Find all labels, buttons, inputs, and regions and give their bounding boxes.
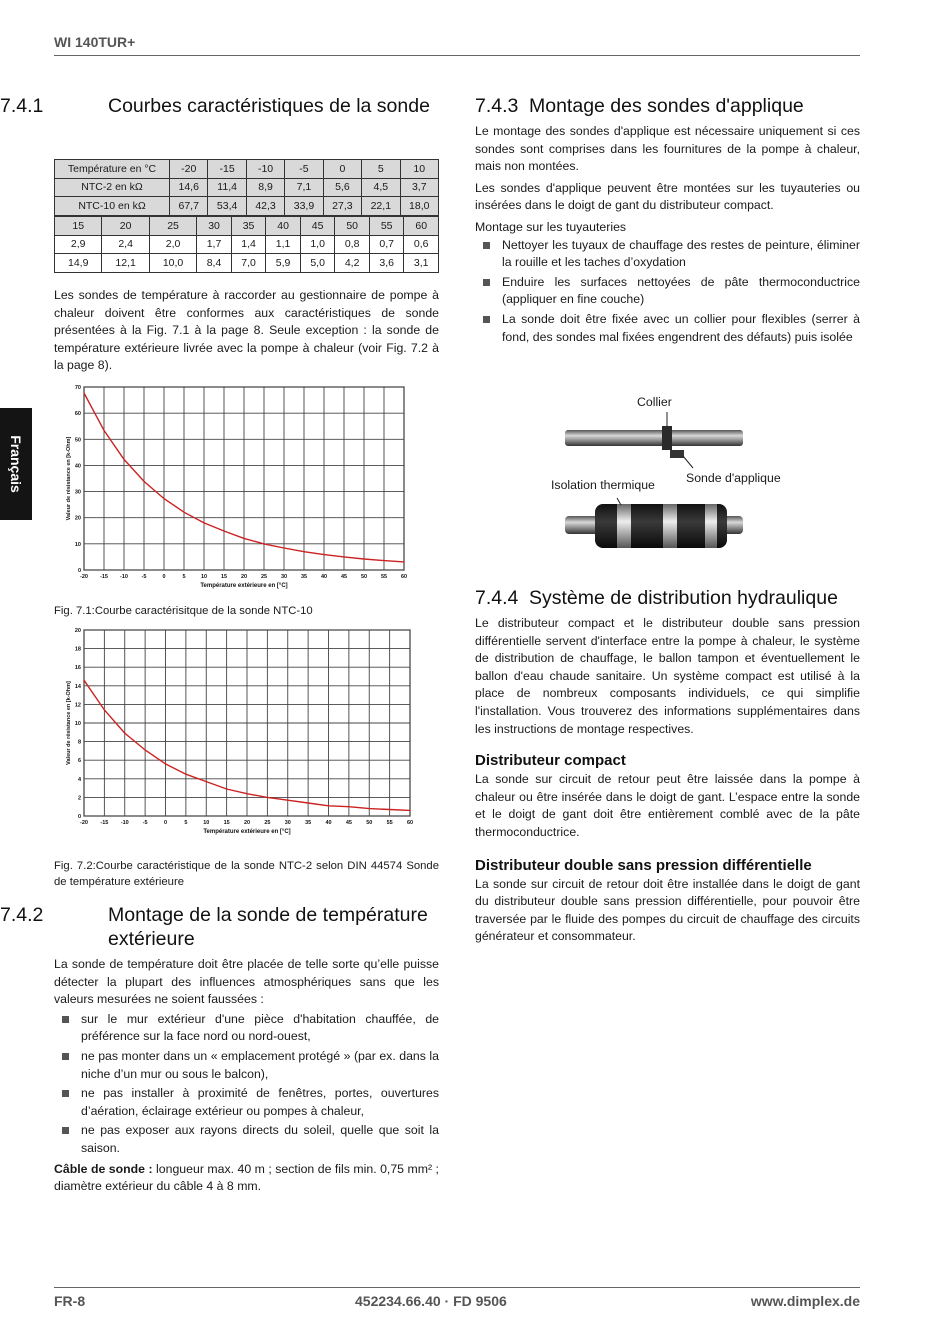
table-cell: 7,1 <box>285 178 323 197</box>
data-point <box>185 774 186 775</box>
pipe-sensor-illustration <box>555 410 755 565</box>
data-point <box>183 512 184 513</box>
y-axis-label: Valeur de résistance en [k-Ohm] <box>66 436 72 521</box>
section-number: 7.4.3 <box>475 95 519 117</box>
x-tick-label: -15 <box>100 820 109 826</box>
document-header-title: WI 140TUR+ <box>54 34 136 50</box>
data-point <box>409 810 410 811</box>
table-cell: 55 <box>369 217 404 236</box>
table-cell: 18,0 <box>400 197 438 216</box>
x-tick-label: 20 <box>243 820 251 826</box>
list-item-text: La sonde doit être fixée avec un collier pour flexibles (serrer à fond, des sondes mal fixées engendrent des défauts) puis isolée <box>502 311 860 344</box>
list-item-text: ne pas installer à proximité de fenêtres, portes, ouvertures d’aération, éclairage extérieur ou pompes à chaleur, <box>81 1086 439 1118</box>
data-point <box>267 797 268 798</box>
data-point <box>163 498 164 499</box>
table-cell: 10,0 <box>149 254 196 273</box>
language-side-tab <box>0 408 32 520</box>
list-item <box>475 311 860 346</box>
section-title: Montage des sondes d'applique <box>529 95 804 117</box>
table-row <box>55 160 439 179</box>
x-tick-label: -20 <box>80 574 88 580</box>
table-cell: 60 <box>404 217 439 236</box>
x-tick-label: 25 <box>260 574 268 580</box>
table-cell: 40 <box>266 217 301 236</box>
cable-spec-value: longueur max. 40 m ; section de fils min. 0,75 mm² ; diamètre extérieur du câble 4 à 8 mm. <box>54 1161 439 1194</box>
list-item-text: Enduire les surfaces nettoyées de pâte thermoconductrice (appliquer en fine couche) <box>502 274 860 307</box>
data-point <box>389 809 390 810</box>
data-point <box>104 709 105 710</box>
section-7-4-4-heading <box>475 586 861 610</box>
data-point <box>308 802 309 803</box>
table-cell: -15 <box>208 160 246 179</box>
data-point <box>123 459 124 460</box>
data-point <box>206 781 207 782</box>
table-cell: 5,0 <box>300 254 335 273</box>
y-tick-label: 18 <box>74 646 81 653</box>
x-tick-label: 55 <box>386 820 393 826</box>
table-cell: 0,6 <box>404 235 439 254</box>
bullet-square-icon <box>483 279 490 286</box>
bullet-square-icon <box>62 1127 69 1134</box>
footer-divider <box>54 1287 860 1288</box>
table-cell: 14,9 <box>55 254 102 273</box>
table-cell: 27,3 <box>323 197 361 216</box>
data-point <box>83 392 84 393</box>
table-cell: 3,7 <box>400 178 438 197</box>
bullet-square-icon <box>483 242 490 249</box>
list-item <box>54 1048 439 1083</box>
table-cell: 10 <box>400 160 438 179</box>
x-tick-label: -10 <box>120 820 129 826</box>
data-point <box>83 680 84 681</box>
section-7-4-2-body <box>54 956 439 1196</box>
x-axis-label: Température extérieure en [°C] <box>203 829 291 835</box>
y-tick-label: 70 <box>74 385 81 391</box>
section-7-4-3-body <box>475 123 860 348</box>
table-cell: 5,6 <box>323 178 361 197</box>
list-item <box>54 1011 439 1046</box>
data-point <box>369 808 370 809</box>
table-cell: 30 <box>197 217 232 236</box>
table-cell: 3,6 <box>369 254 404 273</box>
x-tick-label: 60 <box>400 574 408 580</box>
data-point <box>226 788 227 789</box>
section-7-4-1-heading <box>0 94 440 118</box>
section-number: 7.4.1 <box>0 95 44 117</box>
table-cell: 0,7 <box>369 235 404 254</box>
list-item <box>54 1122 439 1157</box>
surface-sensor-label: Sonde d'applique <box>686 471 781 485</box>
data-point <box>165 763 166 764</box>
figure-7-1-caption: Fig. 7.1:Courbe caractérisitque de la sonde NTC-10 <box>54 605 313 617</box>
x-tick-label: 20 <box>240 574 248 580</box>
table-cell: 2,9 <box>55 235 102 254</box>
table-cell: Température en °C <box>55 160 170 179</box>
header-divider <box>54 55 860 56</box>
ntc2-resistance-chart <box>54 623 419 838</box>
data-point <box>348 806 349 807</box>
x-tick-label: 30 <box>280 574 288 580</box>
data-point <box>124 733 125 734</box>
y-tick-label: 40 <box>74 463 81 470</box>
table-cell: 4,2 <box>335 254 370 273</box>
section-number: 7.4.2 <box>0 904 44 926</box>
x-tick-label: 0 <box>163 820 168 826</box>
sensor-requirement-text: Les sondes de température à raccorder au gestionnaire de pompe à chaleur doivent être conformes aux caractéristiques de sonde présentées à la Fig. 7.1 à la page 8. Seule exception : la sonde de température extérieure livrée avec la pompe à chaleur (voir Fig. 7.2 à la page 8). <box>54 288 439 373</box>
table-cell: 8,4 <box>197 254 232 273</box>
compact-distributor-title: Distributeur compact <box>475 752 626 770</box>
data-point <box>343 556 344 557</box>
compact-distributor-text: La sonde sur circuit de retour peut être laissée dans la pompe à chaleur ou être insérée dans le doigt de gant. L’espace entre la sonde et le doigt de gant doit être entièrement comblé avec de la pâte thermoconductrice. <box>475 772 860 839</box>
table-cell: 4,5 <box>362 178 400 197</box>
x-tick-label: 40 <box>325 820 332 826</box>
y-tick-label: 10 <box>74 721 81 727</box>
x-tick-label: 30 <box>284 820 291 826</box>
page-number: FR-8 <box>54 1293 86 1309</box>
section-title: Montage de la sonde de température extérieure <box>108 904 428 950</box>
x-tick-label: 35 <box>300 574 308 580</box>
sensor-table-low-temps <box>54 159 439 216</box>
table-row <box>55 197 439 216</box>
x-tick-label: 45 <box>340 574 348 580</box>
y-tick-label: 10 <box>74 541 81 548</box>
table-cell: 42,3 <box>246 197 284 216</box>
list-item-text: Nettoyer les tuyaux de chauffage des restes de peinture, éliminer la rouille et les taches d’oxydation <box>502 237 860 270</box>
table-cell: 11,4 <box>208 178 246 197</box>
y-tick-label: 6 <box>77 758 81 765</box>
table-row <box>55 178 439 197</box>
list-item-text: sur le mur extérieur d'une pièce d'habitation chauffée, de préférence sur la face nord ou nord-ouest, <box>81 1011 439 1044</box>
x-tick-label: 5 <box>182 574 186 580</box>
y-tick-label: 20 <box>74 628 81 634</box>
data-point <box>328 805 329 806</box>
hydraulic-system-text: Le distributeur compact et le distributeur double sans pression différentielle servent d'interface entre la pompe à chaleur, le système de distribution de chauffage, le ballon tampon et éventuellement le ballon d'eau chaude sanitaire. Un système compact est utilisé à la place de nombreux composants individuels, ce qui simplifie l'installation. Vous trouverez des informations supplémentaires dans les instructions de montage respectives. <box>475 616 860 736</box>
collar-label: Collier <box>637 395 672 409</box>
y-tick-label: 60 <box>74 411 81 418</box>
insulation-label: Isolation thermique <box>551 478 655 492</box>
table-cell: 5,9 <box>266 254 301 273</box>
x-tick-label: 50 <box>366 820 373 826</box>
y-tick-label: 16 <box>74 665 81 672</box>
list-item-text: ne pas monter dans un « emplacement protégé » (par ex. dans la niche d’un mur ou sous le balcon), <box>81 1048 439 1081</box>
data-point <box>383 560 384 561</box>
table-cell: 0 <box>323 160 361 179</box>
double-distributor-text: La sonde sur circuit de retour doit être installée dans le doigt de gant du distributeur double sans pression différentielle, pour pouvoir être traversée par le fluide des pompes du circuit de chauffage des circuits générateur et consommateur. <box>475 876 860 944</box>
x-tick-label: -5 <box>141 574 147 580</box>
data-point <box>223 530 224 531</box>
y-tick-label: 0 <box>77 568 81 574</box>
y-tick-label: 50 <box>74 437 81 444</box>
bullet-square-icon <box>62 1090 69 1097</box>
x-tick-label: -20 <box>80 820 88 826</box>
data-point <box>103 430 104 431</box>
x-tick-label: 35 <box>305 820 312 826</box>
section-7-4-1-paragraph <box>54 287 439 375</box>
cable-spec-label: Câble de sonde : <box>54 1161 153 1176</box>
section-title: Système de distribution hydraulique <box>529 587 838 609</box>
x-tick-label: 10 <box>203 820 210 826</box>
x-tick-label: 45 <box>345 820 352 826</box>
x-tick-label: -15 <box>100 574 108 580</box>
list-item-text: ne pas exposer aux rayons directs du soleil, quelle que soit la saison. <box>81 1123 439 1155</box>
document-id: 452234.66.40 · FD 9506 <box>355 1293 507 1309</box>
table-cell: 3,1 <box>404 254 439 273</box>
table-cell: 2,4 <box>102 235 149 254</box>
section-7-4-4-body <box>475 615 860 946</box>
data-point <box>246 793 247 794</box>
y-tick-label: 8 <box>77 739 81 746</box>
x-tick-label: 5 <box>184 820 188 826</box>
y-axis-label: Valeur de résistance en [k-Ohm] <box>66 681 72 765</box>
y-tick-label: 20 <box>74 515 81 522</box>
x-tick-label: 15 <box>220 574 228 580</box>
double-distributor-title: Distributeur double sans pression différentielle <box>475 856 812 874</box>
section-title: Courbes caractéristiques de la sonde <box>108 95 430 117</box>
table-cell: 0,8 <box>335 235 370 254</box>
data-point <box>243 538 244 539</box>
table-cell: -10 <box>246 160 284 179</box>
figure-7-2-caption: Fig. 7.2:Courbe caractéristique de la sonde NTC-2 selon DIN 44574 Sonde de température extérieure <box>54 860 439 888</box>
table-row <box>55 217 439 236</box>
table-cell: 2,0 <box>149 235 196 254</box>
table-row <box>55 254 439 273</box>
x-tick-label: -10 <box>120 574 128 580</box>
y-tick-label: 12 <box>74 702 81 709</box>
table-cell: NTC-2 en kΩ <box>55 178 170 197</box>
data-point <box>283 547 284 548</box>
table-cell: 67,7 <box>170 197 208 216</box>
data-point <box>263 543 264 544</box>
x-tick-label: 15 <box>223 820 230 826</box>
table-cell: 15 <box>55 217 102 236</box>
table-row <box>55 235 439 254</box>
table-cell: 35 <box>231 217 266 236</box>
table-cell: 12,1 <box>102 254 149 273</box>
data-point <box>323 554 324 555</box>
table-cell: 8,9 <box>246 178 284 197</box>
table-cell: 33,9 <box>285 197 323 216</box>
pipe-mounting-label: Montage sur les tuyauteries <box>475 219 627 234</box>
section-7-4-3-heading <box>475 94 861 118</box>
table-cell: 45 <box>300 217 335 236</box>
table-cell: -20 <box>170 160 208 179</box>
ntc10-resistance-chart <box>54 380 414 595</box>
data-point <box>203 522 204 523</box>
y-tick-label: 30 <box>74 489 81 496</box>
list-item <box>54 1085 439 1120</box>
outdoor-sensor-intro: La sonde de température doit être placée de telle sorte qu’elle puisse détecter la plupart des influences atmosphériques sans que les valeurs mesurées ne soient faussées : <box>54 957 439 1007</box>
table-cell: 7,0 <box>231 254 266 273</box>
website-url: www.dimplex.de <box>750 1293 860 1309</box>
table-cell: 25 <box>149 217 196 236</box>
section-number: 7.4.4 <box>475 587 519 609</box>
section-7-4-2-heading <box>0 903 440 951</box>
x-tick-label: 0 <box>162 574 166 580</box>
bullet-square-icon <box>62 1016 69 1023</box>
data-point <box>143 481 144 482</box>
table-cell: 20 <box>102 217 149 236</box>
table-cell: 1,0 <box>300 235 335 254</box>
bullet-square-icon <box>62 1053 69 1060</box>
x-tick-label: 40 <box>320 574 328 580</box>
table-cell: 53,4 <box>208 197 246 216</box>
bullet-square-icon <box>483 316 490 323</box>
table-cell: 5 <box>362 160 400 179</box>
sensor-table-high-temps <box>54 216 439 273</box>
surface-sensor-p1: Le montage des sondes d'applique est nécessaire uniquement si ces sondes sont comprises dans les fournitures de la pompe à chaleur, mais non montées. <box>475 124 860 174</box>
table-cell: 22,1 <box>362 197 400 216</box>
x-tick-label: 60 <box>406 820 414 826</box>
x-tick-label: 25 <box>264 820 271 826</box>
x-tick-label: 55 <box>380 574 388 580</box>
list-item <box>475 237 860 272</box>
x-tick-label: -5 <box>142 820 148 826</box>
surface-sensor-p2: Les sondes d'applique peuvent être montées sur les tuyauteries ou insérées dans le doigt de gant du distributeur compact. <box>475 180 860 213</box>
y-tick-label: 0 <box>77 814 81 820</box>
table-cell: 14,6 <box>170 178 208 197</box>
data-point <box>145 749 146 750</box>
data-point <box>303 551 304 552</box>
data-point <box>403 561 404 562</box>
language-side-tab-label: Français <box>8 435 24 493</box>
data-point <box>363 558 364 559</box>
table-cell: 1,4 <box>231 235 266 254</box>
table-cell: NTC-10 en kΩ <box>55 197 170 216</box>
x-tick-label: 50 <box>360 574 368 580</box>
cable-spec-text <box>54 1161 439 1196</box>
data-point <box>287 800 288 801</box>
table-cell: 1,7 <box>197 235 232 254</box>
x-tick-label: 10 <box>200 574 208 580</box>
list-item <box>475 274 860 309</box>
y-tick-label: 4 <box>77 776 81 783</box>
table-cell: 1,1 <box>266 235 301 254</box>
x-axis-label: Température extérieure en [°C] <box>200 583 288 589</box>
y-tick-label: 2 <box>77 795 81 802</box>
table-cell: 50 <box>335 217 370 236</box>
table-cell: -5 <box>285 160 323 179</box>
y-tick-label: 14 <box>74 683 81 690</box>
